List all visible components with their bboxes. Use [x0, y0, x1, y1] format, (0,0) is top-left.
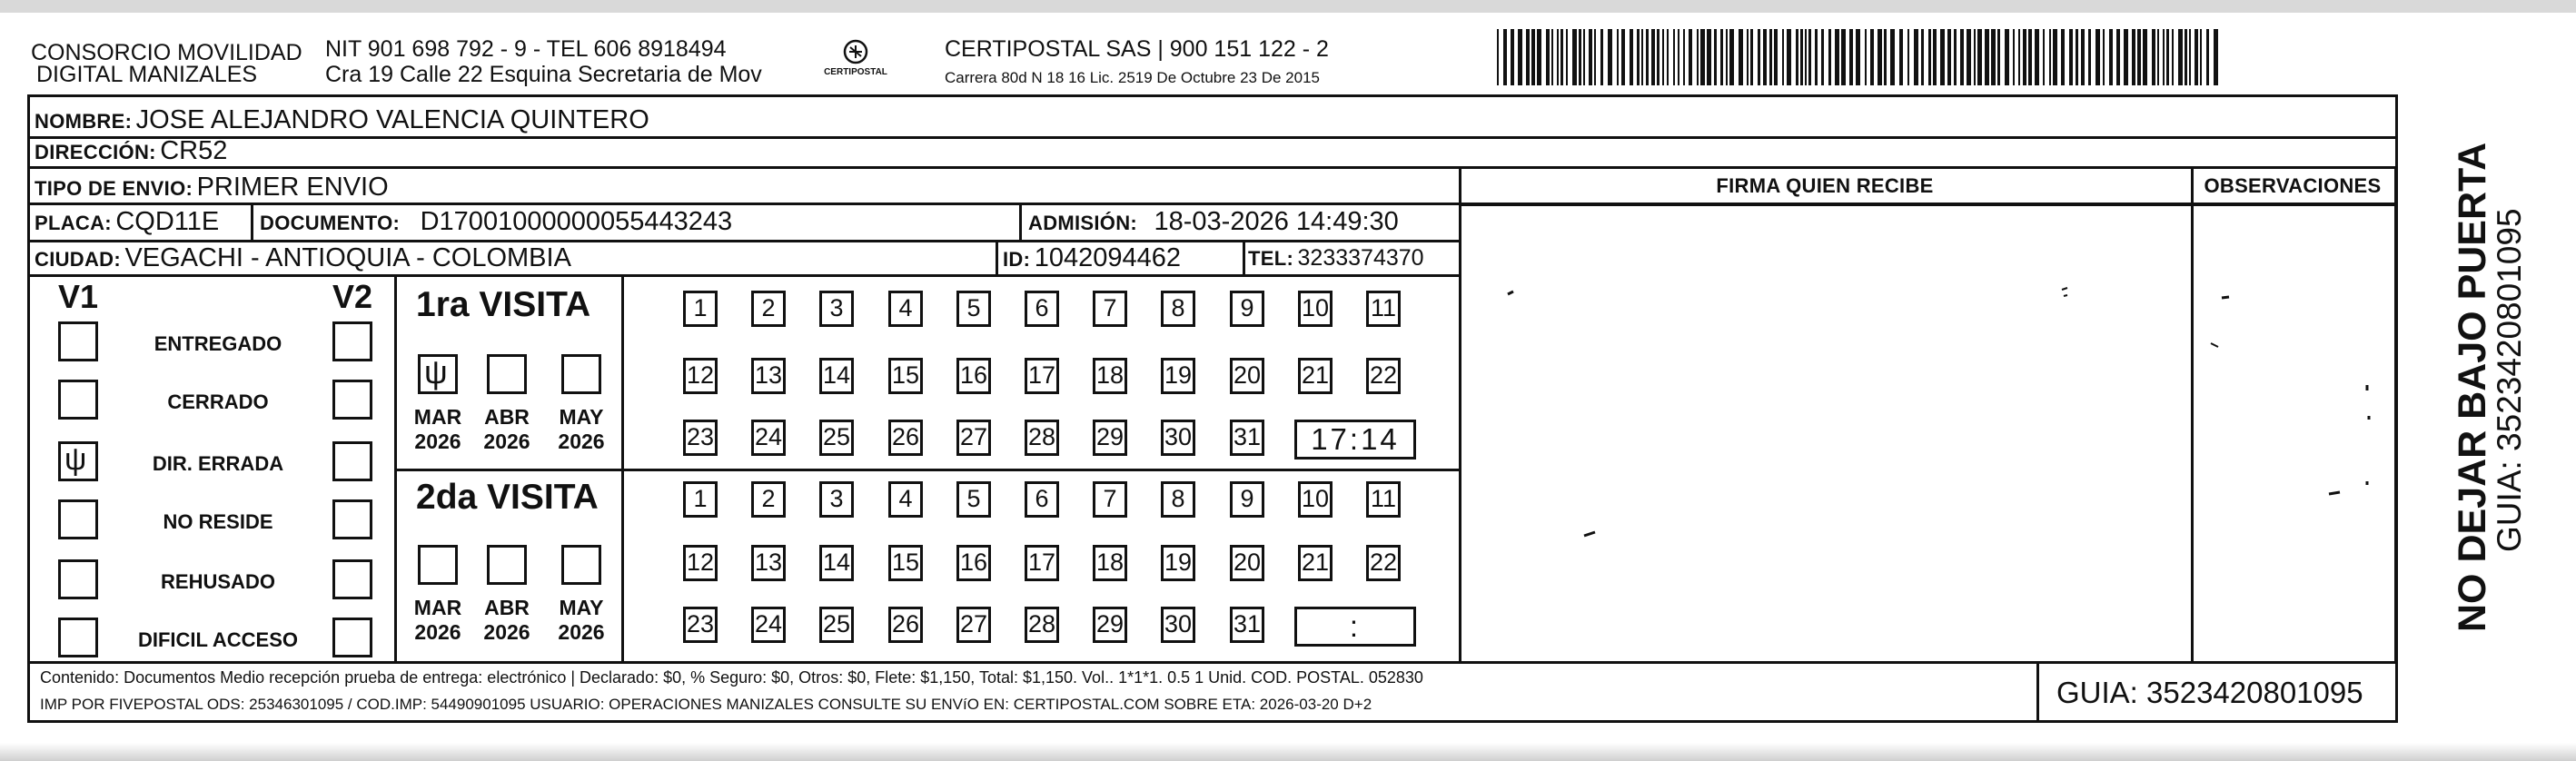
day-box[interactable]: 7	[1093, 291, 1127, 327]
admision-value: 18-03-2026 14:49:30	[1154, 207, 1399, 236]
placa-cell	[35, 207, 219, 237]
day-box[interactable]: 12	[683, 358, 718, 394]
day-box[interactable]: 16	[956, 545, 991, 581]
day-box[interactable]: 8	[1161, 291, 1195, 327]
v2-checkbox[interactable]	[332, 499, 372, 539]
day-box[interactable]: 2	[751, 291, 786, 327]
day-box[interactable]: 25	[819, 607, 854, 643]
day-box[interactable]: 22	[1366, 358, 1401, 394]
day-box[interactable]: 31	[1230, 607, 1264, 643]
day-box[interactable]: 26	[888, 420, 923, 456]
col-line	[996, 240, 998, 274]
day-box[interactable]: 30	[1161, 607, 1195, 643]
company-name-line1: CONSORCIO MOVILIDAD	[31, 40, 302, 65]
status-label: CERRADO	[167, 390, 269, 413]
v2-checkbox[interactable]	[332, 380, 372, 420]
day-box[interactable]: 4	[888, 291, 923, 327]
day-box[interactable]: 5	[956, 291, 991, 327]
day-box[interactable]: 27	[956, 607, 991, 643]
day-box[interactable]: 20	[1230, 358, 1264, 394]
day-box[interactable]: 13	[751, 545, 786, 581]
day-box[interactable]: 24	[751, 607, 786, 643]
month-name: MAY	[559, 405, 604, 429]
ciudad-label: CIUDAD:	[35, 248, 121, 271]
month-year: 2026	[483, 430, 530, 453]
signature-area	[1459, 205, 2394, 659]
month-checkbox[interactable]	[487, 545, 527, 585]
status-label: REHUSADO	[161, 570, 275, 593]
month-year: 2026	[483, 620, 530, 644]
month-checkbox[interactable]	[561, 545, 601, 585]
month-checkbox[interactable]	[561, 354, 601, 394]
month-checkbox[interactable]	[418, 545, 458, 585]
day-box[interactable]: 16	[956, 358, 991, 394]
id-value: 1042094462	[1034, 243, 1181, 272]
day-box[interactable]: 29	[1093, 607, 1127, 643]
firma-header-text: FIRMA QUIEN RECIBE	[1716, 174, 1934, 197]
admision-label: ADMISIÓN:	[1028, 212, 1138, 234]
day-box[interactable]: 21	[1298, 358, 1333, 394]
month-year: 2026	[414, 620, 461, 644]
v1-checkbox[interactable]	[58, 441, 98, 481]
admision-cell	[1028, 207, 1399, 237]
observaciones-header-text: OBSERVACIONES	[2204, 174, 2382, 197]
ciudad-cell	[35, 243, 571, 273]
nit-line: NIT 901 698 792 - 9 - TEL 606 8918494	[325, 36, 727, 62]
col-line	[1019, 203, 1022, 240]
day-box[interactable]: 20	[1230, 545, 1264, 581]
placa-value: CQD11E	[115, 207, 220, 236]
col-line	[2394, 166, 2397, 662]
day-box[interactable]: 15	[888, 358, 923, 394]
month-name: MAR	[413, 596, 462, 619]
day-box[interactable]: 14	[819, 358, 854, 394]
nombre-row	[35, 105, 649, 135]
status-label: DIR. ERRADA	[152, 452, 284, 475]
footer-imp: IMP POR FIVEPOSTAL ODS: 25346301095 / COD.IMP: 54490901095 USUARIO: OPERACIONES MANIZALES CONSULTE SU ENVíO EN: CERTIPOSTAL.COM SOBRE ETA: 2026-03-20 D+2	[40, 696, 1372, 713]
day-box[interactable]: 8	[1161, 481, 1195, 518]
month-label	[549, 596, 614, 645]
time-box[interactable]: 17:14	[1294, 420, 1416, 460]
day-box[interactable]: 3	[819, 481, 854, 518]
v2-checkbox[interactable]	[332, 559, 372, 599]
day-box[interactable]: 1	[683, 291, 718, 327]
day-box[interactable]: 18	[1093, 358, 1127, 394]
v1-checkbox[interactable]	[58, 499, 98, 539]
firma-header	[1459, 169, 2191, 203]
v1-checkbox[interactable]	[58, 380, 98, 420]
day-box[interactable]: 28	[1025, 420, 1059, 456]
row-line	[394, 469, 1459, 471]
day-box[interactable]: 12	[683, 545, 718, 581]
v1-header: V1	[58, 278, 99, 315]
status-label: NO RESIDE	[163, 510, 273, 533]
paper-edge-bottom	[0, 743, 2576, 761]
direccion-row	[35, 136, 227, 166]
nombre-value: JOSE ALEJANDRO VALENCIA QUINTERO	[135, 105, 649, 134]
status-label: ENTREGADO	[154, 332, 282, 355]
day-box[interactable]: 3	[819, 291, 854, 327]
day-box[interactable]: 23	[683, 607, 718, 643]
tel-cell	[1248, 245, 1424, 272]
v1-checkbox[interactable]	[58, 618, 98, 657]
row-line	[27, 274, 1459, 277]
day-box[interactable]: 9	[1230, 291, 1264, 327]
month-name: ABR	[484, 405, 530, 429]
observaciones-header	[2191, 169, 2394, 203]
status-label: DIFICIL ACCESO	[137, 628, 298, 651]
documento-cell	[260, 207, 732, 237]
ciudad-value: VEGACHI - ANTIOQUIA - COLOMBIA	[124, 243, 571, 272]
courier-line: CERTIPOSTAL SAS | 900 151 122 - 2	[945, 36, 1329, 62]
day-box[interactable]: 18	[1093, 545, 1127, 581]
footer-guia: GUIA: 3523420801095	[2056, 676, 2363, 709]
day-box[interactable]: 13	[751, 358, 786, 394]
courier-address: Carrera 80d N 18 16 Lic. 2519 De Octubre 23 De 2015	[945, 69, 1320, 86]
month-label	[405, 596, 471, 645]
day-box[interactable]: 14	[819, 545, 854, 581]
tel-value: 3233374370	[1297, 245, 1424, 271]
company-address: Cra 19 Calle 22 Esquina Secretaria de Mov	[325, 62, 762, 87]
day-box[interactable]: 10	[1298, 481, 1333, 518]
day-box[interactable]: 9	[1230, 481, 1264, 518]
month-name: MAR	[413, 405, 462, 429]
time-box[interactable]: :	[1294, 607, 1416, 647]
col-line	[251, 203, 253, 240]
side-warning-wrap	[2409, 87, 2494, 632]
day-box[interactable]: 15	[888, 545, 923, 581]
paper-edge	[0, 0, 2576, 13]
day-box[interactable]: 30	[1161, 420, 1195, 456]
month-label	[474, 405, 540, 454]
id-label: ID:	[1003, 248, 1031, 271]
day-box[interactable]: 5	[956, 481, 991, 518]
nombre-label: NOMBRE:	[35, 110, 133, 133]
placa-label: PLACA:	[35, 212, 112, 234]
day-box[interactable]: 1	[683, 481, 718, 518]
tipo-value: PRIMER ENVIO	[196, 173, 389, 202]
v2-checkbox[interactable]	[332, 618, 372, 657]
day-box[interactable]: 7	[1093, 481, 1127, 518]
day-box[interactable]: 19	[1161, 358, 1195, 394]
v1-checkbox[interactable]	[58, 559, 98, 599]
side-warning: NO DEJAR BAJO PUERTA	[2451, 142, 2494, 632]
col-line	[2036, 661, 2039, 723]
day-box[interactable]: 2	[751, 481, 786, 518]
month-name: MAY	[559, 596, 604, 619]
v1-checkbox[interactable]	[58, 321, 98, 361]
month-year: 2026	[558, 620, 605, 644]
footer-contenido: Contenido: Documentos Medio recepción prueba de entrega: electrónico | Declarado: $0, % Seguro: $0, Otros: $0, Flete: $1,150, Total: $1,150. Vol.. 1*1*1. 0.5 1 Unid. COD. POSTAL. 052830	[40, 668, 1423, 687]
v1-check-mark: ψ	[64, 442, 87, 477]
visit2-title: 2da VISITA	[416, 478, 599, 517]
tel-label: TEL:	[1248, 247, 1294, 270]
documento-label: DOCUMENTO:	[260, 212, 401, 234]
tipo-label: TIPO DE ENVIO:	[35, 177, 193, 200]
side-guia: GUIA: 3523420801095	[2491, 208, 2528, 552]
day-box[interactable]: 28	[1025, 607, 1059, 643]
day-box[interactable]: 19	[1161, 545, 1195, 581]
logo-text: CERTIPOSTAL	[824, 67, 887, 77]
day-box[interactable]: 29	[1093, 420, 1127, 456]
day-box[interactable]: 17	[1025, 358, 1059, 394]
day-box[interactable]: 10	[1298, 291, 1333, 327]
day-box[interactable]: 21	[1298, 545, 1333, 581]
day-box[interactable]: 6	[1025, 481, 1059, 518]
side-guia-wrap	[2452, 87, 2528, 632]
col-line	[621, 274, 624, 661]
month-label	[405, 405, 471, 454]
footer-line	[27, 661, 2398, 664]
day-box[interactable]: 31	[1230, 420, 1264, 456]
month-year: 2026	[414, 430, 461, 453]
day-box[interactable]: 4	[888, 481, 923, 518]
day-box[interactable]: 24	[751, 420, 786, 456]
visit1-title: 1ra VISITA	[416, 285, 591, 324]
barcode	[1495, 29, 2218, 85]
day-box[interactable]: 25	[819, 420, 854, 456]
v2-checkbox[interactable]	[332, 321, 372, 361]
certipostal-logo	[819, 36, 892, 82]
month-year: 2026	[558, 430, 605, 453]
month-label	[474, 596, 540, 645]
direccion-label: DIRECCIÓN:	[35, 141, 156, 163]
col-line	[394, 274, 397, 661]
direccion-value: CR52	[160, 136, 228, 165]
day-box[interactable]: 23	[683, 420, 718, 456]
day-box[interactable]: 11	[1366, 481, 1401, 518]
month-checkbox[interactable]	[487, 354, 527, 394]
day-box[interactable]: 6	[1025, 291, 1059, 327]
row-line	[27, 136, 2398, 139]
documento-value: D17001000000055443243	[420, 207, 733, 236]
day-box[interactable]: 17	[1025, 545, 1059, 581]
v2-checkbox[interactable]	[332, 441, 372, 481]
month-checkbox[interactable]	[418, 354, 458, 394]
id-cell	[1003, 243, 1181, 273]
day-box[interactable]: 27	[956, 420, 991, 456]
company-name-line2: DIGITAL MANIZALES	[36, 62, 258, 87]
v2-header: V2	[332, 278, 373, 315]
month-check-mark: ψ	[424, 353, 448, 390]
day-box[interactable]: 11	[1366, 291, 1401, 327]
tipo-envio-row	[35, 173, 389, 203]
month-name: ABR	[484, 596, 530, 619]
col-line	[1243, 240, 1245, 274]
day-box[interactable]: 22	[1366, 545, 1401, 581]
month-label	[549, 405, 614, 454]
day-box[interactable]: 26	[888, 607, 923, 643]
